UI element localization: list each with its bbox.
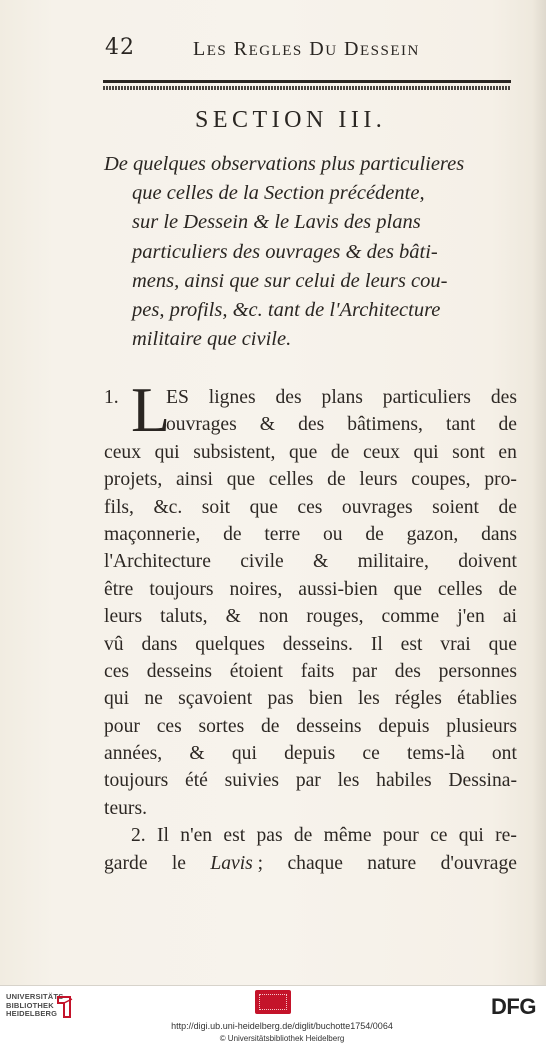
text-line: vû dans quelques desseins. Il est vrai que xyxy=(104,633,517,655)
library-name: UNIVERSITÄTS- BIBLIOTHEK HEIDELBERG xyxy=(6,992,67,1018)
text-line: 2. Il n'en est pas de même pour ce qui re- xyxy=(131,825,517,847)
summary-line: De quelques observations plus particulieres xyxy=(104,153,465,175)
text-line: ES lignes des plans particuliers des xyxy=(166,387,517,408)
text-line: l'Architecture civile & militaire, doivent xyxy=(104,551,517,573)
text-line: teurs. xyxy=(104,797,147,819)
digitization-stamp-icon xyxy=(255,990,291,1014)
summary-line: que celles de la Section précédente, xyxy=(132,182,425,205)
text-line: toujours été suivies par les habiles Dessina- xyxy=(104,770,517,792)
header-rule xyxy=(103,80,511,83)
summary-line: mens, ainsi que sur celui de leurs cou- xyxy=(132,269,448,292)
header-ornamental-rule xyxy=(103,86,511,90)
text-line: fils, &c. soit que ces ouvrages soient de xyxy=(104,496,517,518)
text-line: être toujours noires, aussi-bien que celles de xyxy=(104,578,517,600)
library-logo-icon xyxy=(55,994,75,1020)
dfg-logo: DFG xyxy=(491,994,536,1019)
text-line: leurs taluts, & non rouges, comme j'en ai xyxy=(104,606,517,628)
text-line: ouvrages & des bâtimens, tant de xyxy=(166,414,517,436)
text-line: ces desseins étoient faits par des personnes xyxy=(104,660,517,682)
page-edge-shadow xyxy=(532,0,546,985)
text-line: garde le Lavis ; chaque nature d'ouvrage xyxy=(104,852,517,874)
summary-line: sur le Dessein & le Lavis des plans xyxy=(132,211,421,234)
text-line: qui ne sçavoient pas bien les régles établies xyxy=(104,688,517,710)
text-line: projets, ainsi que celles de leurs coupes, pro- xyxy=(104,469,517,491)
viewer-footer xyxy=(0,985,546,1051)
text-line: pour ces sortes de desseins depuis plusieurs xyxy=(104,715,517,737)
section-summary xyxy=(104,150,516,354)
drop-capital: L xyxy=(131,374,171,445)
copyright-notice: © Universitätsbibliothek Heidelberg xyxy=(219,1034,345,1043)
text-line: ceux qui subsistent, que de ceux qui sont en xyxy=(104,441,517,463)
text-line: années, & qui depuis ce tems-là ont xyxy=(104,743,517,765)
summary-line: militaire que civile. xyxy=(132,328,292,351)
summary-line: particuliers des ouvrages & des bâti- xyxy=(132,240,438,263)
running-title: LES REGLES DU DESSEIN xyxy=(193,38,420,60)
body-text xyxy=(104,374,517,877)
running-head xyxy=(105,35,545,65)
page-number: 42 xyxy=(105,35,135,60)
summary-line: pes, profils, &c. tant de l'Architecture xyxy=(132,299,441,322)
section-heading: SECTION III. xyxy=(195,107,387,133)
permalink-url[interactable]: http://digi.ub.uni-heidelberg.de/diglit/buchotte1754/0064 xyxy=(171,1021,393,1031)
paragraph-number: 1. xyxy=(104,387,119,408)
text-line: maçonnerie, de terre ou de gazon, dans xyxy=(104,523,517,545)
